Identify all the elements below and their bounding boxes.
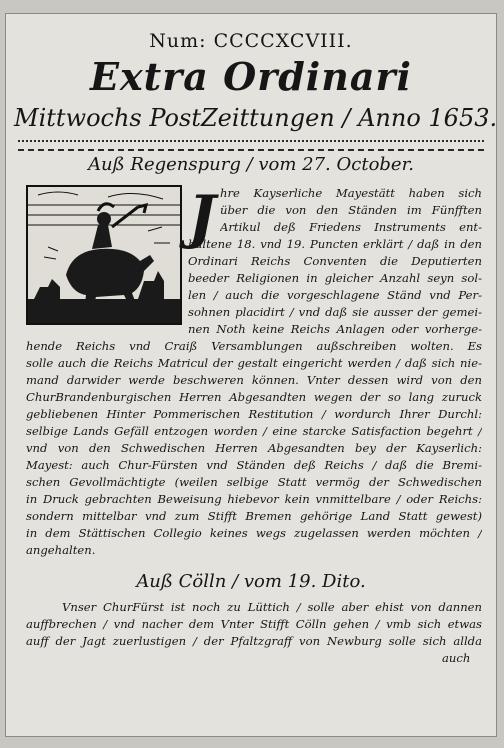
section-heading-koeln: Auß Cölln / vom 19. Dito. xyxy=(136,571,366,592)
text-line: mand darwider werde beschweren können. Vnter dessen wird von den xyxy=(26,373,482,387)
text-line: auff der Jagt zuerlustigen / der Pfaltzgraff von Newburg solle sich allda xyxy=(26,634,482,648)
text-line: hende Reichs vnd Craiß Versamblungen außschreiben wolten. Es xyxy=(26,339,482,353)
text-line: angehalten. xyxy=(26,543,96,557)
text-line: sohnen placidirt / vnd daß sie ausser der gemei- xyxy=(188,305,482,319)
divider-top xyxy=(18,140,484,142)
text-line: beeder Religionen in gleicher Anzahl seyn sol- xyxy=(188,271,482,285)
text-line: sondern mittelbar vnd zum Stifft Bremen gehörige Land Statt gewest) xyxy=(26,509,482,523)
masthead-title: Extra Ordinari xyxy=(90,54,412,99)
text-line: Mayest: auch Chur-Fürsten vnd Ständen deß Reichs / daß die Bremi- xyxy=(26,458,482,472)
text-line: Vnser ChurFürst ist noch zu Lüttich / solle aber ehist von dannen xyxy=(62,600,482,614)
woodcut-horseman-image xyxy=(26,185,182,325)
text-line: über die von den Ständen im Fünfften xyxy=(220,203,482,217)
text-line: ChurBrandenburgischen Herren Abgesandten wegen der so lang zuruck xyxy=(26,390,482,404)
text-line: Artikul deß Friedens Instruments ent- xyxy=(220,220,482,234)
text-line: schen Gevollmächtigte (weilen selbige Statt vermög der Schwedischen xyxy=(26,475,482,489)
text-line: gebliebenen Hinter Pommerischen Restitution / wordurch Ihrer Durchl: xyxy=(26,407,482,421)
catchword: auch xyxy=(442,651,471,665)
text-line: solle auch die Reichs Matricul der gestalt eingericht werden / daß sich nie- xyxy=(26,356,482,370)
text-line: len / auch die vorgeschlagene Ständ vnd Per- xyxy=(188,288,482,302)
section-heading-regensburg: Auß Regenspurg / vom 27. October. xyxy=(88,154,414,175)
text-line: in Druck gebrachten Beweisung hiebevor kein vnmittelbare / oder Reichs: xyxy=(26,492,482,506)
drop-cap: J xyxy=(188,183,216,251)
horseman-illustration xyxy=(28,187,180,323)
text-line: hre Kayserliche Mayestätt haben sich xyxy=(220,186,482,200)
text-line: auffbrechen / vnd nacher dem Vnter Stifft Cölln gehen / vmb sich etwas xyxy=(26,617,482,631)
text-line: nen Noth keine Reichs Anlagen oder vorherge- xyxy=(188,322,482,336)
newspaper-page xyxy=(6,14,496,736)
masthead-subtitle: Mittwochs PostZeittungen / Anno 1653. xyxy=(14,104,498,132)
issue-number: Num: CCCCXCVIII. xyxy=(149,30,353,52)
text-line: vnd von den Schwedischen Herren Abgesandten bey der Kayserlich: xyxy=(26,441,482,455)
text-line: in dem Stättischen Collegio keines wegs zugelassen werden möchten / xyxy=(26,526,482,540)
text-line: haltene 18. vnd 19. Puncten erklärt / daß in den xyxy=(188,237,482,251)
divider-double xyxy=(18,149,484,151)
text-line: selbige Lands Gefäll entzogen worden / eine starcke Satisfaction begehrt / xyxy=(26,424,482,438)
text-line: Ordinari Reichs Conventen die Deputierten xyxy=(188,254,482,268)
